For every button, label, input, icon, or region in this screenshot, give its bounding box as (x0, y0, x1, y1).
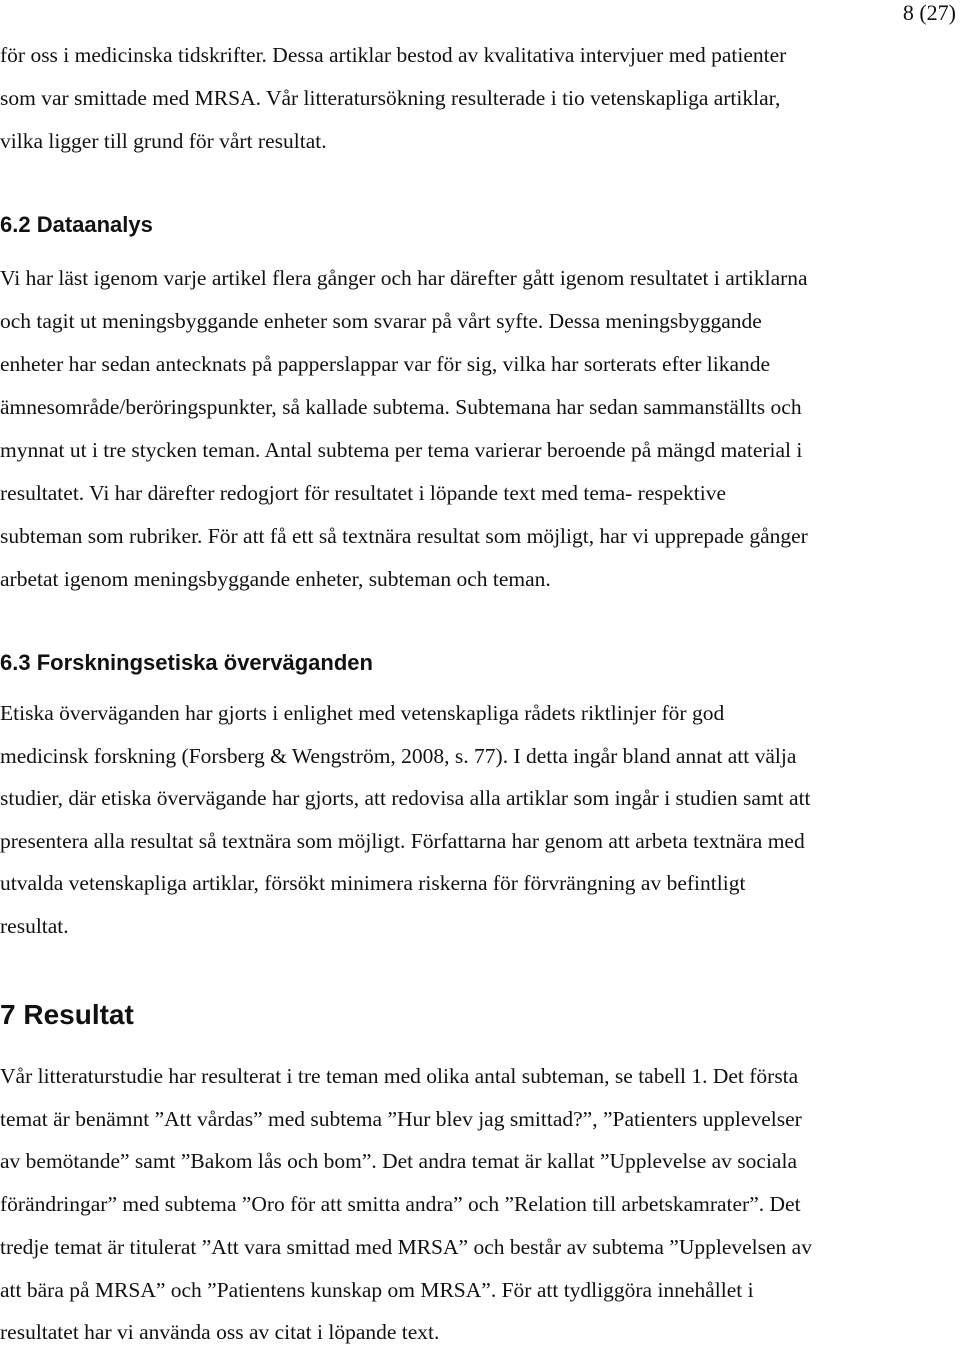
dataanalys-paragraph (0, 257, 945, 601)
forskningsetiska-paragraph (0, 692, 945, 947)
section-heading-resultat: 7 Resultat (0, 999, 134, 1030)
text-line: att bära på MRSA” och ”Patientens kunskap om MRSA”. För att tydliggöra innehållet i (0, 1277, 754, 1302)
text-line: presentera alla resultat så textnära som möjligt. Författarna har genom att arbeta textnära med (0, 828, 805, 853)
text-line: mynnat ut i tre stycken teman. Antal subtema per tema varierar beroende på mängd material i (0, 438, 803, 462)
text-line: Vi har läst igenom varje artikel flera gånger och har därefter gått igenom resultatet i artiklarna (0, 266, 808, 290)
intro-paragraph (0, 34, 945, 163)
text-line: som var smittade med MRSA. Vår litteratursökning resulterade i tio vetenskapliga artiklar, (0, 86, 781, 110)
text-line: av bemötande” samt ”Bakom lås och bom”. Det andra temat är kallat ”Upplevelse av sociala (0, 1149, 797, 1174)
text-line: resultatet. Vi har därefter redogjort för resultatet i löpande text med tema- respektive (0, 481, 727, 505)
text-line: för oss i medicinska tidskrifter. Dessa artiklar bestod av kvalitativa intervjuer med patienter (0, 43, 787, 67)
text-line: Vår litteraturstudie har resulterat i tre teman med olika antal subteman, se tabell 1. Det första (0, 1064, 799, 1088)
text-line: medicinsk forskning (Forsberg & Wengström, 2008, s. 77). I detta ingår bland annat att välja (0, 743, 797, 768)
text-line: resultat. (0, 913, 69, 938)
page-number: 8 (27) (902, 0, 956, 25)
text-line: subteman som rubriker. För att få ett så textnära resultat som möjligt, har vi upprepade gånger (0, 524, 808, 548)
text-line: vilka ligger till grund för vårt resultat. (0, 129, 327, 153)
resultat-paragraph (0, 1055, 945, 1354)
text-line: och tagit ut meningsbyggande enheter som svarar på vårt syfte. Dessa meningsbyggande (0, 309, 762, 333)
text-line: utvalda vetenskapliga artiklar, försökt minimera riskerna för förvrängning av befintligt (0, 871, 746, 895)
text-line: Etiska överväganden har gjorts i enlighet med vetenskapliga rådets riktlinjer för god (0, 701, 725, 725)
text-line: ämnesområde/beröringspunkter, så kallade subtema. Subtemana har sedan sammanställts och (0, 395, 802, 419)
section-heading-forskningsetiska: 6.3 Forskningsetiska överväganden (0, 650, 373, 675)
text-line: enheter har sedan antecknats på papperslappar var för sig, vilka har sorterats efter likande (0, 352, 771, 376)
text-line: resultatet har vi använda oss av citat i löpande text. (0, 1320, 440, 1345)
text-line: temat är benämnt ”Att vårdas” med subtema ”Hur blev jag smittad?”, ”Patienters upplevelser (0, 1106, 802, 1131)
text-line: förändringar” med subtema ”Oro för att smitta andra” och ”Relation till arbetskamrater”. Det (0, 1192, 801, 1217)
text-line: tredje temat är titulerat ”Att vara smittad med MRSA” och består av subtema ”Upplevelsen av (0, 1234, 812, 1259)
text-line: studier, där etiska övervägande har gjorts, att redovisa alla artiklar som ingår i studien samt att (0, 786, 811, 810)
text-line: arbetat igenom meningsbyggande enheter, subteman och teman. (0, 567, 551, 591)
section-heading-dataanalys: 6.2 Dataanalys (0, 212, 153, 237)
